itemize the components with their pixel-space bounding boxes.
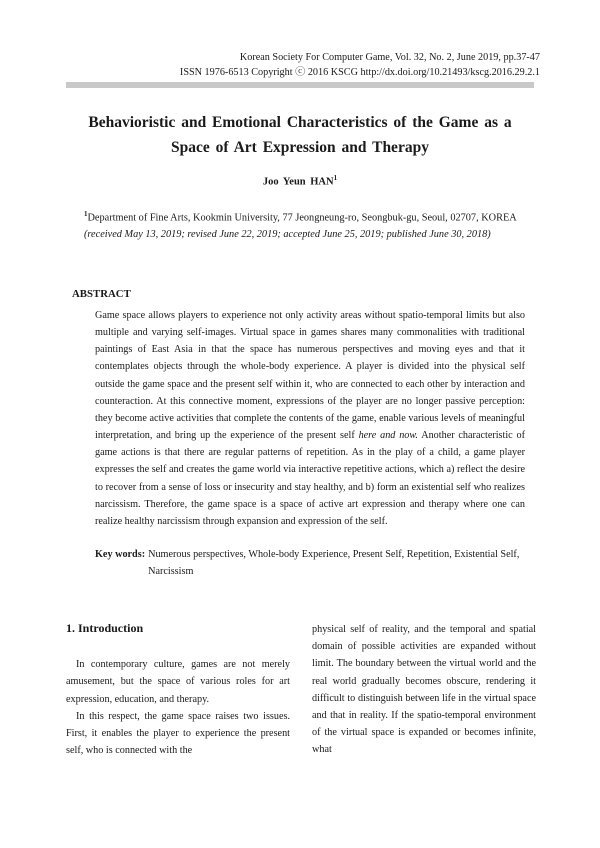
header-rule [66, 82, 534, 88]
keywords-text: Numerous perspectives, Whole-body Experience, Present Self, Repetition, Existential Self, Narcissism [148, 549, 520, 577]
title-line-1: Behavioristic and Emotional Characteristics of the Game as a [88, 114, 512, 131]
paper-title [40, 110, 560, 160]
intro-paragraph-2: In this respect, the game space raises two issues. First, it enables the player to experience the present self, who is connected with the [66, 710, 290, 757]
submission-dates: (received May 13, 2019; revised June 22, 2019; accepted June 25, 2019; published June 30, 2018) [84, 229, 491, 241]
affiliation [84, 206, 524, 226]
affiliation-superscript: 1 [84, 210, 88, 218]
intro-paragraph-1: In contemporary culture, games are not merely amusement, but the space of various roles for art expression, education, and therapy. [66, 659, 290, 705]
author-superscript: 1 [333, 174, 338, 182]
keywords [95, 546, 535, 580]
right-column [312, 621, 536, 759]
abstract-text-part-2: Another characteristic of game actions is that there are regular patterns of repetition. As in the play of a child, a game player expresses the self and creates the game world via interactive repetitive actions, which a) reflect the desire to recover from a sense of loss or insecurity and stay healthy, and b) form an existential self who realizes narcissism. Therefore, the game space is a space of active art expression and therapy where one can realize healthy narcissism through expansion and expression of the self. [95, 430, 526, 527]
affiliation-text: Department of Fine Arts, Kookmin University, 77 Jeongneung-ro, Seongbuk-gu, Seoul, 02707, KOREA [87, 212, 517, 224]
journal-header [180, 50, 540, 80]
author-name: Joo Yeun HAN [262, 176, 334, 188]
intro-paragraph-continued: physical self of reality, and the temporal and spatial domain of possible activities are expanded without limit. The boundary between the virtual world and the real world gradually becomes obscure, rendering it difficult to distinguish between life in the virtual space and that in reality. If the spatio-temporal environment of the virtual space is expanded or becomes infinite, what [312, 624, 536, 756]
title-line-2: Space of Art Expression and Therapy [171, 139, 429, 156]
journal-issn-doi: ISSN 1976-6513 Copyright ⓒ 2016 KSCG http://dx.doi.org/10.21493/kscg.2016.29.2.1 [179, 67, 540, 78]
author-line [0, 174, 600, 188]
affiliation-block [84, 206, 524, 243]
abstract-heading: ABSTRACT [72, 288, 131, 300]
section-heading-introduction: 1. Introduction [66, 621, 144, 635]
abstract-body [95, 307, 525, 530]
journal-citation: Korean Society For Computer Game, Vol. 32, No. 2, June 2019, pp.37-47 [239, 52, 540, 63]
abstract-text-part-1: Game space allows players to experience not only activity areas without spatio-temporal limits but also multiple and varying self-images. Virtual space in games shares many commonalities with traditional paintings of East Asia in that the space has numerous perspectives and moving eyes and that it contemplates objects through the whole-body experience. A player is divided into the physical self outside the game space and the present self within it, who are connected to each other by interaction and counteraction. At this connective moment, expressions of the player are no longer passive perception: they become active activities that complete the contents of the game, enable various levels of meaningful interpretation, and bring up the experience of the present self [95, 310, 525, 442]
abstract-italic-phrase: here and now. [358, 430, 418, 442]
left-column [66, 620, 290, 759]
keywords-label: Key words: [95, 549, 146, 560]
